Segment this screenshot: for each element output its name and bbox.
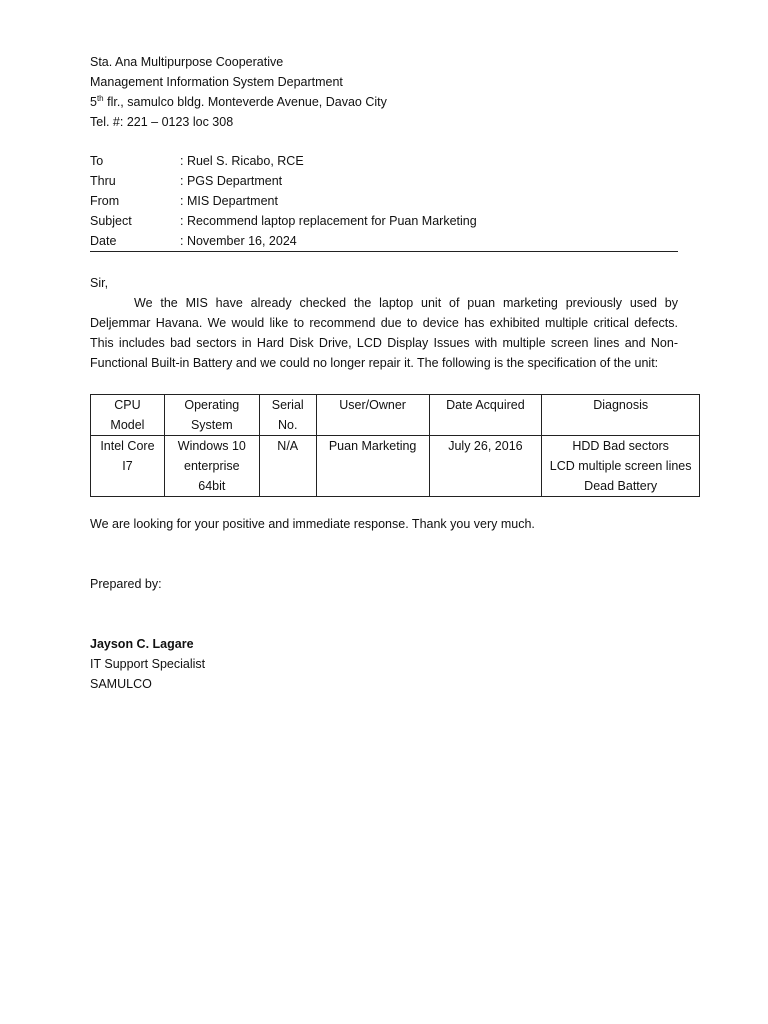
header-user-owner: User/Owner: [316, 395, 429, 436]
letterhead: [90, 52, 690, 132]
cell-operating-system: Windows 10 enterprise 64bit: [164, 436, 259, 497]
closing-line: We are looking for your positive and immediate response. Thank you very much.: [90, 517, 535, 531]
memo-value: : Recommend laptop replacement for Puan Marketing: [180, 214, 477, 228]
prepared-by-label: Prepared by:: [90, 577, 162, 591]
signer-org: SAMULCO: [90, 677, 152, 691]
table-header-row: [91, 395, 700, 436]
table-row: [91, 436, 700, 497]
memo-label: From: [90, 194, 120, 208]
specification-table: [90, 394, 700, 497]
memo-value: : MIS Department: [180, 194, 278, 208]
department-name: Management Information System Department: [90, 75, 343, 89]
header-cpu-model: CPU Model: [91, 395, 165, 436]
address: [90, 92, 690, 112]
header-operating-system: Operating System: [164, 395, 259, 436]
cell-serial-no: N/A: [259, 436, 316, 497]
signature-block: [90, 634, 205, 694]
cell-diagnosis: HDD Bad sectors LCD multiple screen lines Dead Battery: [542, 436, 700, 497]
memo-row-subject: [90, 211, 678, 231]
memo-label: To: [90, 154, 104, 168]
salutation: Sir,: [90, 276, 109, 290]
memo-row-to: [90, 151, 678, 171]
memo-row-from: [90, 191, 678, 211]
header-date-acquired: Date Acquired: [429, 395, 542, 436]
signer-name: Jayson C. Lagare: [90, 637, 194, 651]
memo-value: : PGS Department: [180, 174, 283, 188]
memo-label: Thru: [90, 174, 116, 188]
memo-row-thru: [90, 171, 678, 191]
address-rest: flr., samulco bldg. Monteverde Avenue, Davao City: [103, 95, 387, 109]
header-divider: [90, 251, 678, 252]
cell-cpu-model: Intel Core I7: [91, 436, 165, 497]
cell-user-owner: Puan Marketing: [316, 436, 429, 497]
signer-title: IT Support Specialist: [90, 657, 206, 671]
cell-date-acquired: July 26, 2016: [429, 436, 542, 497]
telephone: Tel. #: 221 – 0123 loc 308: [90, 115, 234, 129]
memo-value: : November 16, 2024: [180, 234, 297, 248]
header-serial-no: Serial No.: [259, 395, 316, 436]
address-floor: 5: [90, 95, 97, 109]
org-name: Sta. Ana Multipurpose Cooperative: [90, 55, 284, 69]
memo-label: Subject: [90, 214, 132, 228]
body-paragraph: We the MIS have already checked the laptop unit of puan marketing previously used by Deljemmar Havana. We would like to recommend due to device has exhibited multiple critical defects. This includes bad sectors in Hard Disk Drive, LCD Display Issues with multiple screen lines and Non-Functional Built-in Battery and we could no longer repair it. The following is the specification of the unit:: [90, 296, 678, 370]
memo-value: : Ruel S. Ricabo, RCE: [180, 154, 304, 168]
header-diagnosis: Diagnosis: [542, 395, 700, 436]
memo-row-date: [90, 231, 678, 251]
address-superscript: th: [96, 93, 104, 103]
memo-block: [90, 151, 678, 251]
memo-label: Date: [90, 234, 117, 248]
